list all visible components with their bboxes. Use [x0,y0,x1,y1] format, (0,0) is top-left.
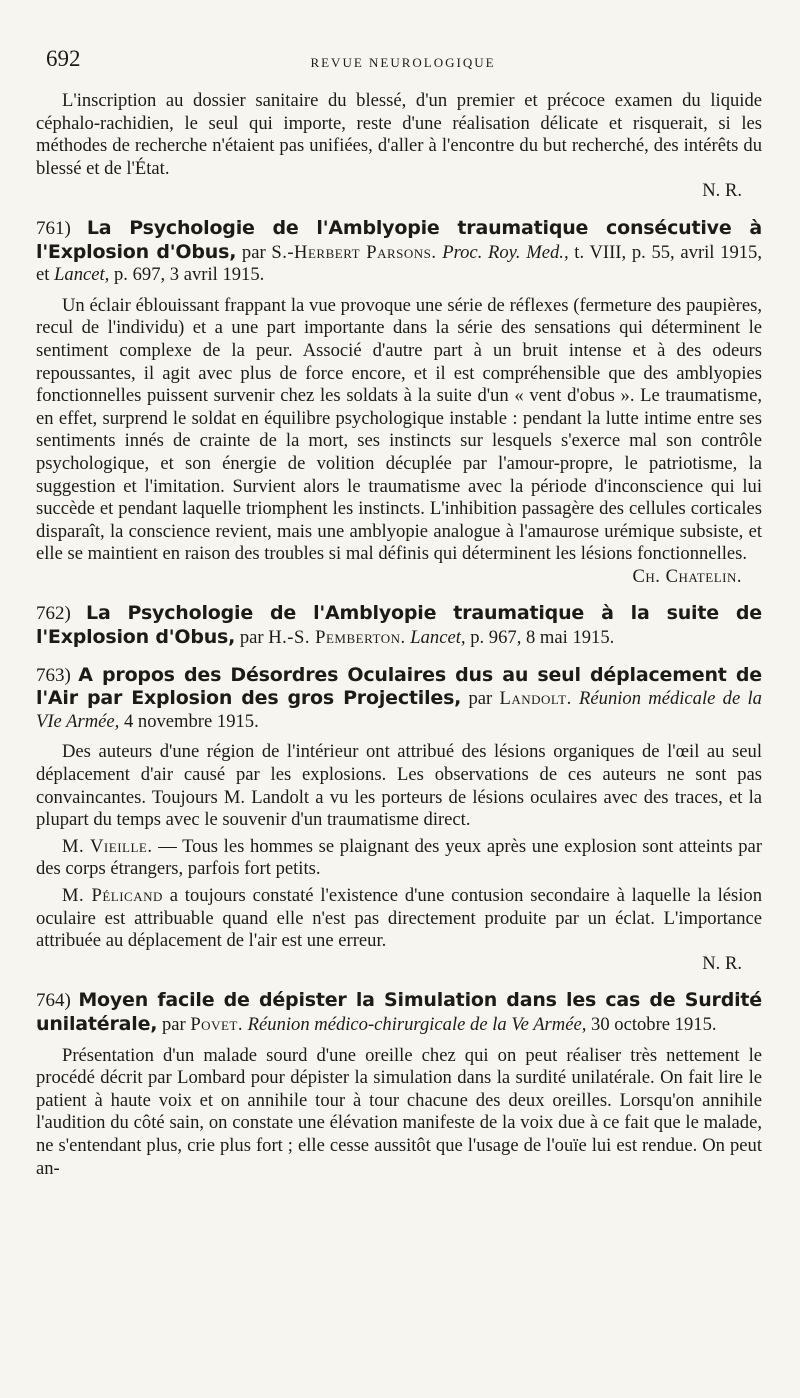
entry-ref: t. VIII, p. 55, avril 1915, et [36,241,762,286]
entry-author: Landolt. [499,688,572,710]
speaker-text: a toujours constaté l'existence d'une contusion secondaire à laquelle la lésion oculaire est attribuable quand elle n'est pas directement produite par un éclat. L'importance attribuée au déplacement de l'air est une erreur. [36,885,763,952]
page-header [46,46,760,76]
entry-761-signature: Ch. Chatelin. [632,565,742,587]
entry-by: par [239,627,264,649]
entry-763-paragraph-2 [36,836,762,881]
entry-journal: Lancet, [410,627,466,649]
entry-ref: 4 novembre 1915. [123,710,259,732]
entry-number: 763) [36,664,71,686]
entry-title: La Psychologie de l'Amblyopie traumatique consécutive à l'Explosion d'Obus, [36,216,762,263]
entry-by: par [241,241,266,263]
entry-title: La Psychologie de l'Amblyopie traumatique à la suite de l'Explosion d'Obus, [36,602,762,649]
intro-paragraph: L'inscription au dossier sanitaire du blessé, d'un premier et précoce examen du liquide céphalo-rachidien, le seul qui importe, reste d'une réalisation délicate et risquerait, si les méthodes de recherche n'étaient pas unifiées, d'aller à l'encontre du but recherché, des intérêts du blessé et de l'État. [36,90,762,179]
speaker-name: M. Vieille. [62,835,153,857]
speaker-text: — Tous les hommes se plaignant des yeux après une explosion sont atteints par des corps étrangers, parfois fort petits. [36,835,763,880]
page-number: 692 [46,46,81,71]
entry-author: Povet. [190,1013,243,1035]
speaker-name: M. Pélicand [62,885,163,906]
entry-title: Moyen facile de dépister la Simulation dans les cas de Surdité unilatérale, [36,989,762,1035]
intro-signature: N. R. [702,180,742,202]
entry-author: S.-Herbert Parsons. [271,241,437,263]
entry-journal-2: Lancet, [54,264,110,286]
entry-761-heading [36,217,762,287]
entry-761-body: Un éclair éblouissant frappant la vue provoque une série de réflexes (fermeture des paupières, recul de l'individu) et a une part importante dans la série des sensations qui déterminent le sentiment complexe de la peur. Associé d'autre part à un bruit intense et à des odeurs repoussantes, il agit avec plus de force encore, et il est compréhensible que des amblyopies fonctionnelles puissent survenir chez les soldats à la suite d'un « vent d'obus ». Le traumatisme, en effet, surprend le soldat en équilibre psychologique instable : pendant la lutte intime entre ses sentiments innés de crainte de la mort, ses instincts sur lesquels s'exerce mal son contrôle psychologique, et son énergie de volition décuplée par l'amour-propre, le patriotisme, la suggestion et l'imitation. Survient alors le traumatisme avec la période d'inconscience qui lui succède et pendant laquelle triomphent les instincts. L'inhibition passagère des cellules corticales disparaît, la conscience revient, mais une amblyopie analogue à l'amaurose urémique subsiste, et elle se maintient en raison des troubles si mal définis qui déterminent les lésions fonctionnelles. [36,294,762,565]
entry-763-paragraph-3 [36,885,762,953]
entry-number: 761) [36,217,71,239]
entry-author: H.-S. Pemberton. [268,627,406,649]
entry-763-heading [36,664,762,734]
entry-by: par [161,1013,186,1035]
running-title: REVUE NEUROLOGIQUE [310,55,496,70]
entry-journal: Réunion médicale de la VIe Armée, [36,688,762,732]
entry-journal: Réunion médico-chirurgicale de la Ve Armée, [247,1013,587,1035]
entry-ref-2: p. 697, 3 avril 1915. [114,264,265,286]
entry-ref: 30 octobre 1915. [591,1013,717,1035]
entry-763-paragraph-1: Des auteurs d'une région de l'intérieur ont attribué des lésions organiques de l'œil au seul déplacement d'air causé par les explosions. Les observations de ces auteurs ne sont pas convaincantes. Toujours M. Landolt a vu les porteurs de lésions oculaires avec des traces, et la plupart du temps avec le souvenir d'un traumatisme direct. [36,741,762,831]
entry-number: 764) [36,990,71,1012]
page-content [36,90,762,1180]
entry-number: 762) [36,603,71,625]
entry-762-heading [36,602,762,649]
entry-764-body: Présentation d'un malade sourd d'une oreille chez qui on peut réaliser très nettement le procédé décrit par Lombard pour dépister la simulation dans la surdité unilatérale. On fait lire le patient à haute voix et on annihile tour à tour chacune des deux oreilles. Lorsqu'on annihile l'audition du côté sain, on constate une élévation manifeste de la voix due à ce fait que le malade, ne s'entendant plus, crie plus fort ; elle cesse aussitôt que l'usage de l'ouïe lui est rendue. On peut an- [36,1044,762,1179]
entry-by: par [468,688,493,710]
entry-journal: Proc. Roy. Med., [442,241,569,263]
entry-763-signature: N. R. [702,952,742,974]
entry-ref: p. 967, 8 mai 1915. [470,627,615,649]
entry-764-heading [36,989,762,1036]
entry-title: A propos des Désordres Oculaires dus au seul déplacement de l'Air par Explosion des gros Projectiles, [36,663,762,710]
